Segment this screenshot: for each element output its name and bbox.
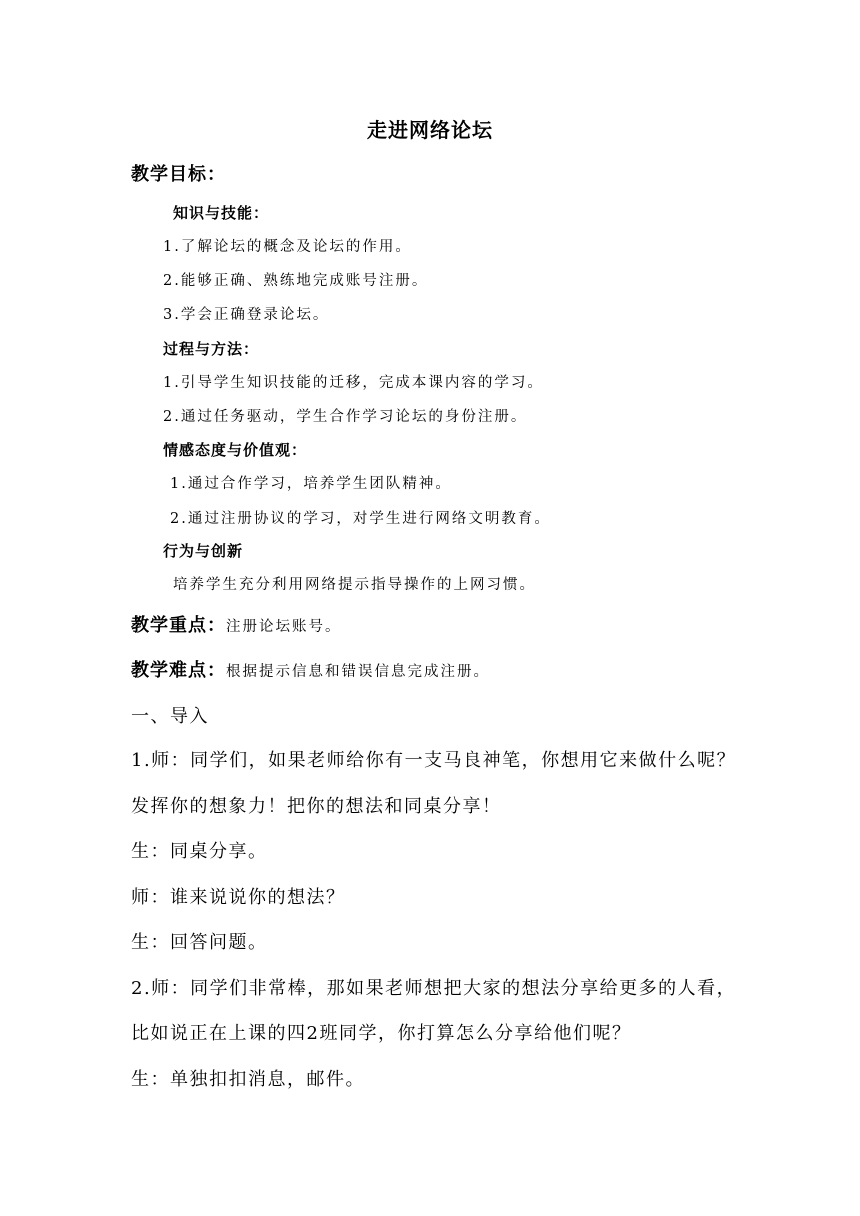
dialogue-line: 发挥你的想象力！把你的想法和同桌分享！ bbox=[131, 796, 502, 817]
emotion-item-1: 1.通过合作学习，培养学生团队精神。 bbox=[170, 476, 452, 492]
key-point-text: 注册论坛账号。 bbox=[226, 619, 342, 635]
process-item-2: 2.通过任务驱动，学生合作学习论坛的身份注册。 bbox=[163, 409, 528, 425]
objectives-heading: 教学目标： bbox=[131, 164, 226, 185]
process-heading: 过程与方法： bbox=[163, 340, 260, 358]
dialogue-line: 生：同桌分享。 bbox=[131, 841, 268, 862]
behavior-item-1: 培养学生充分利用网络提示指导操作的上网习惯。 bbox=[173, 577, 536, 593]
behavior-heading: 行为与创新 bbox=[163, 542, 244, 560]
difficulty-line bbox=[131, 656, 490, 682]
dialogue-line: 2.师：同学们非常棒，那如果老师想把大家的想法分享给更多的人看， bbox=[131, 978, 737, 999]
knowledge-item-2: 2.能够正确、熟练地完成账号注册。 bbox=[163, 273, 429, 289]
document-title: 走进网络论坛 bbox=[367, 118, 493, 142]
difficulty-label: 教学难点： bbox=[131, 660, 226, 681]
dialogue-line: 师：谁来说说你的想法？ bbox=[131, 887, 346, 908]
key-point-line bbox=[131, 611, 342, 637]
knowledge-heading: 知识与技能： bbox=[173, 204, 270, 222]
dialogue-line: 比如说正在上课的四2班同学，你打算怎么分享给他们呢？ bbox=[131, 1023, 632, 1044]
emotion-heading: 情感态度与价值观： bbox=[163, 441, 308, 459]
emotion-item-2: 2.通过注册协议的学习，对学生进行网络文明教育。 bbox=[170, 511, 551, 527]
process-item-1: 1.引导学生知识技能的迁移，完成本课内容的学习。 bbox=[163, 375, 544, 391]
knowledge-item-3: 3.学会正确登录论坛。 bbox=[163, 307, 330, 323]
key-point-label: 教学重点： bbox=[131, 615, 226, 636]
difficulty-text: 根据提示信息和错误信息完成注册。 bbox=[226, 664, 490, 680]
knowledge-item-1: 1.了解论坛的概念及论坛的作用。 bbox=[163, 239, 412, 255]
dialogue-line: 1.师：同学们，如果老师给你有一支马良神笔，你想用它来做什么呢？ bbox=[131, 750, 737, 771]
dialogue-line: 生：单独扣扣消息，邮件。 bbox=[131, 1069, 365, 1090]
section-intro-heading: 一、导入 bbox=[131, 706, 209, 727]
dialogue-line: 生：回答问题。 bbox=[131, 932, 268, 953]
